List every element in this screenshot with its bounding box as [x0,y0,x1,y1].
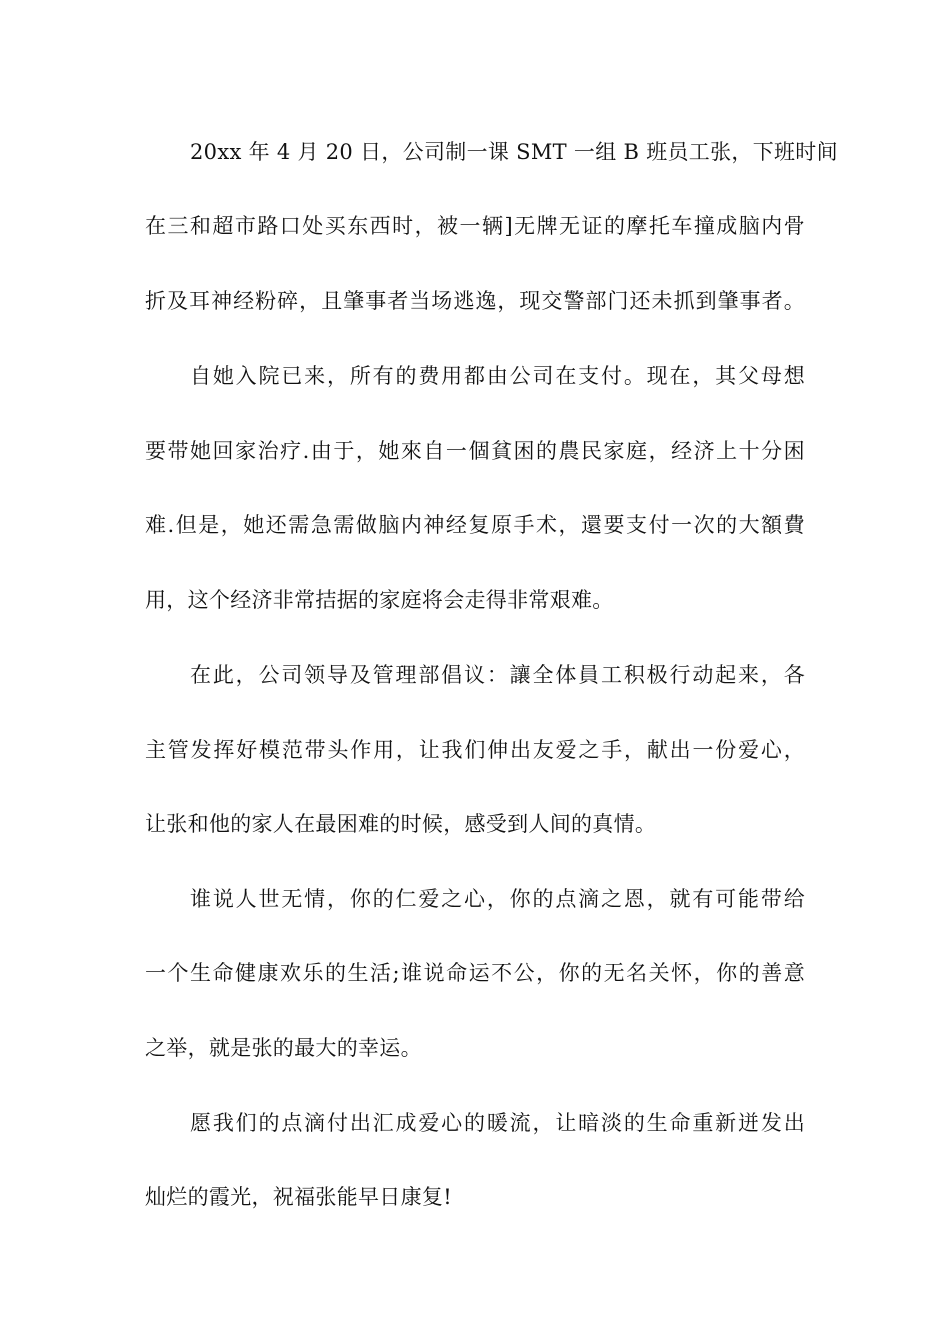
paragraph-2-line-1: 自她入院已来，所有的费用都由公司在支付。现在，其父母想 [190,364,805,388]
paragraph-5-line-1: 愿我们的点滴付出汇成爱心的暖流，让暗淡的生命重新迸发出 [190,1111,805,1135]
paragraph-1-line-1: 20xx 年 4 月 20 日，公司制一课 SMT 一组 B 班员工张，下班时间 [190,140,838,164]
paragraph-4-line-1: 谁说人世无情，你的仁爱之心，你的点滴之恩，就有可能带给 [190,887,805,911]
paragraph-1-line-2: 在三和超市路口处买东西时，被一辆]无牌无证的摩托车撞成脑内骨 [145,214,805,238]
paragraph-3-line-2: 主管发挥好模范带头作用，让我们伸出友爱之手，献出一份爱心， [145,738,805,762]
paragraph-3-line-3: 让张和他的家人在最困难的时候，感受到人间的真情。 [145,812,657,836]
paragraph-5-line-2: 灿烂的霞光，祝福张能早日康复! [145,1185,452,1209]
paragraph-2-line-4: 用，这个经济非常拮据的家庭将会走得非常艰难。 [145,588,614,612]
paragraph-4-line-3: 之举，就是张的最大的幸运。 [145,1036,422,1060]
paragraph-2-line-2: 要带她回家治疗.由于，她來自一個貧困的農民家庭，经济上十分困 [145,439,805,463]
paragraph-4-line-2: 一个生命健康欢乐的生活;谁说命运不公，你的无名关怀，你的善意 [145,961,805,985]
paragraph-2-line-3: 难.但是，她还需急需做脑内神经复原手术，還要支付一次的大額費 [145,513,805,537]
paragraph-1-line-3: 折及耳神经粉碎，且肇事者当场逃逸，现交警部门还未抓到肇事者。 [145,289,805,313]
paragraph-3-line-1: 在此，公司领导及管理部倡议：讓全体員工积极行动起来，各 [190,663,805,687]
